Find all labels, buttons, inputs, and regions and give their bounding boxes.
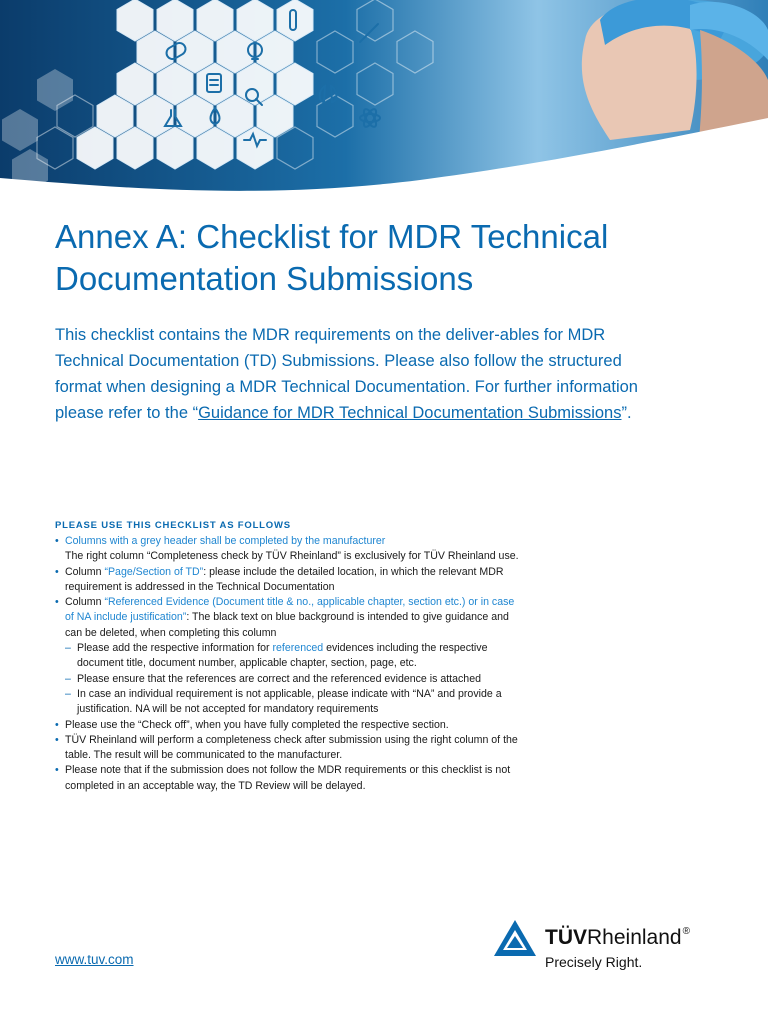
item-text: : please include the detailed location, in which the relevant MDR requirement is addressed in the Technical Documentation <box>65 565 504 593</box>
instructions-list <box>55 534 525 794</box>
list-item: • Please use the “Check off”, when you have fully completed the respective section. <box>55 718 525 733</box>
footer-website-link[interactable]: www.tuv.com <box>55 952 134 967</box>
page-title: Annex A: Checklist for MDR Technical Documentation Submissions <box>55 218 609 297</box>
sub-list-item: – Please ensure that the references are correct and the referenced evidence is attached <box>65 672 525 687</box>
item-highlight: “Referenced Evidence (Document title & no., applicable chapter, section etc.) or in case of NA include justification” <box>65 596 515 624</box>
sub-text: Please add the respective information for <box>77 642 273 655</box>
tuv-rheinland-logo <box>492 916 732 976</box>
item-text: The right column “Completeness check by TÜV Rheinland” is exclusively for TÜV Rheinland use. <box>65 550 519 563</box>
list-item <box>55 565 525 596</box>
logo-rest: Rheinland <box>587 926 682 949</box>
logo-wordmark <box>545 926 690 950</box>
registered-mark: ® <box>682 926 690 937</box>
intro-text: This checklist contains the MDR requirements on the deliver-ables for MDR Technical Documentation (TD) Submissions. Please also follow the structured format when designing a MDR Technical Documentation. For further information please refer to the “ <box>55 326 638 422</box>
instructions-heading: PLEASE USE THIS CHECKLIST AS FOLLOWS <box>55 520 291 531</box>
header-banner-image <box>0 0 768 200</box>
instructions-section <box>55 520 525 794</box>
item-prefix: Column <box>65 565 105 578</box>
item-highlight: Columns with a grey header shall be completed by the manufacturer <box>65 535 386 547</box>
list-item: • Please note that if the submission does not follow the MDR requirements or this checklist is not completed in an acceptable way, the TD Review will be delayed. <box>55 763 525 794</box>
item-highlight: “Page/Section of TD” <box>104 565 204 578</box>
item-prefix: Column <box>65 596 105 609</box>
logo-bold: TÜV <box>545 926 587 949</box>
intro-text-end: ”. <box>621 404 632 422</box>
medical-hexagon-banner <box>0 0 768 200</box>
intro-paragraph <box>55 322 655 426</box>
sub-list-item: – In case an individual requirement is not applicable, please indicate with “NA” and provide a justification. NA will be not accepted for mandatory requirements <box>65 687 525 718</box>
list-item <box>55 595 525 717</box>
sub-list <box>65 641 525 717</box>
list-item <box>55 534 525 565</box>
sub-text-end: evidences including the respective document title, document number, applicable chapter, section, page, etc. <box>77 642 488 670</box>
triangle-logo-icon <box>492 918 538 958</box>
guidance-link[interactable]: Guidance for MDR Technical Documentation Submissions <box>198 404 622 422</box>
list-item: • TÜV Rheinland will perform a completeness check after submission using the right column of the table. The result will be communicated to the manufacturer. <box>55 733 525 764</box>
sub-highlight: referenced <box>272 642 324 655</box>
logo-tagline: Precisely Right. <box>545 954 643 970</box>
sub-list-item <box>65 641 525 672</box>
item-text: : The black text on blue background is intended to give guidance and can be deleted, when completing this column <box>65 611 509 639</box>
